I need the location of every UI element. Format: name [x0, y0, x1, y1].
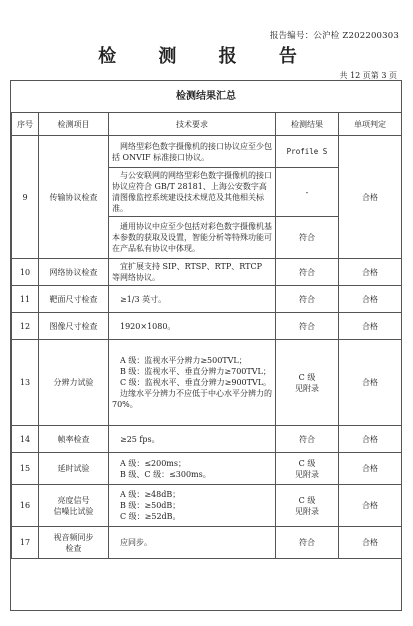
row-result: 符合 — [276, 527, 339, 559]
requirement-line: A 级：监视水平分辨力≥500TVL； — [120, 356, 247, 365]
row-requirement: 应同步。 — [109, 527, 276, 559]
row-no: 11 — [12, 286, 39, 313]
row-no: 10 — [12, 259, 39, 286]
row-requirement — [109, 340, 276, 426]
row-requirement: 1920×1080。 — [109, 313, 276, 340]
table-header-row — [12, 113, 402, 136]
table-row — [12, 313, 402, 340]
table-row — [12, 527, 402, 559]
requirement-line: A 级：≤200ms； — [120, 458, 186, 468]
row-verdict: 合格 — [339, 485, 402, 527]
row-verdict: 合格 — [339, 313, 402, 340]
table-row — [12, 426, 402, 453]
requirement-line: B 级：≥50dB； — [120, 501, 181, 510]
row-requirement: 宜扩展支持 SIP、RTSP、RTP、RTCP 等网络协议。 — [109, 259, 276, 286]
row-result: 符合 — [276, 426, 339, 453]
row-result — [276, 340, 339, 426]
table-row — [12, 259, 402, 286]
item-line: 检查 — [65, 543, 82, 553]
row-result — [276, 485, 339, 527]
row-verdict: 合格 — [339, 340, 402, 426]
row-item: 网络协议检查 — [39, 259, 109, 286]
row-no: 15 — [12, 453, 39, 485]
row-result: 符合 — [276, 313, 339, 340]
row-result — [276, 453, 339, 485]
requirement-line: C 级：≥52dB。 — [120, 512, 181, 521]
item-line: 信噪比试验 — [53, 506, 94, 516]
requirement-line: 边缘水平分辨力不应低于中心水平分辨力的 70%。 — [112, 389, 272, 409]
row-no: 14 — [12, 426, 39, 453]
requirement-line: C 级：监视水平、垂直分辨力≥900TVL。 — [120, 378, 272, 387]
row-no: 17 — [12, 527, 39, 559]
row-requirement — [109, 453, 276, 485]
row-requirement: ≥25 fps。 — [109, 426, 276, 453]
summary-frame — [10, 80, 402, 611]
row-item: 分辨力试验 — [39, 340, 109, 426]
row-item — [39, 485, 109, 527]
row-result: 符合 — [276, 286, 339, 313]
row-result: Profile S — [276, 136, 339, 168]
page-number: 共 12 页第 3 页 — [339, 71, 397, 80]
row-item: 传输协议检查 — [39, 136, 109, 259]
requirement-line: A 级：≥48dB； — [120, 490, 181, 499]
row-no: 12 — [12, 313, 39, 340]
row-verdict: 合格 — [339, 426, 402, 453]
row-verdict: 合格 — [339, 136, 402, 259]
row-no: 16 — [12, 485, 39, 527]
result-appendix: 见附录 — [295, 469, 319, 479]
result-grade: C 级 — [298, 458, 316, 468]
row-result: - — [276, 168, 339, 217]
row-requirement: ≥1/3 英寸。 — [109, 286, 276, 313]
row-result: 符合 — [276, 217, 339, 259]
row-requirement: 通用协议中应至少包括对彩色数字摄像机基本参数的获取及设置，智能分析等特殊功能可在产品私有协议中体现。 — [109, 217, 276, 259]
row-verdict: 合格 — [339, 527, 402, 559]
results-table — [11, 112, 402, 559]
row-requirement: 与公安联网的网络型彩色数字摄像机的接口协议应符合 GB/T 28181、上海公安数字高清图像监控系统建设技术规范及其他相关标准。 — [109, 168, 276, 217]
row-requirement: 网络型彩色数字摄像机的接口协议应至少包括 ONVIF 标准接口协议。 — [109, 136, 276, 168]
row-result: 符合 — [276, 259, 339, 286]
table-row — [12, 286, 402, 313]
item-line: 视音频同步 — [53, 532, 94, 542]
row-requirement — [109, 485, 276, 527]
summary-title: 检测结果汇总 — [176, 91, 236, 102]
row-item: 帧率检查 — [39, 426, 109, 453]
col-item: 检测项目 — [39, 113, 109, 136]
result-grade: C 级 — [298, 372, 316, 382]
col-no: 序号 — [12, 113, 39, 136]
row-item: 靶面尺寸检查 — [39, 286, 109, 313]
item-line: 亮度信号 — [57, 495, 90, 505]
row-item: 图像尺寸检查 — [39, 313, 109, 340]
table-row — [12, 485, 402, 527]
requirement-line: B 级、C 级：≤300ms。 — [120, 469, 211, 479]
table-row — [12, 453, 402, 485]
document-title: 检 测 报 告 — [98, 46, 315, 67]
col-requirement: 技术要求 — [109, 113, 276, 136]
table-row — [12, 136, 402, 168]
row-verdict: 合格 — [339, 453, 402, 485]
result-appendix: 见附录 — [295, 383, 319, 393]
requirement-line: B 级：监视水平、垂直分辨力≥700TVL； — [120, 367, 271, 376]
result-grade: C 级 — [298, 495, 316, 505]
row-no: 9 — [12, 136, 39, 259]
row-no: 13 — [12, 340, 39, 426]
row-item — [39, 527, 109, 559]
col-result: 检测结果 — [276, 113, 339, 136]
report-number: 报告编号：公沪检 Z202200303 — [269, 31, 399, 41]
row-verdict: 合格 — [339, 286, 402, 313]
col-verdict: 单项判定 — [339, 113, 402, 136]
table-row — [12, 340, 402, 426]
result-appendix: 见附录 — [295, 506, 319, 516]
row-item: 延时试验 — [39, 453, 109, 485]
row-verdict: 合格 — [339, 259, 402, 286]
